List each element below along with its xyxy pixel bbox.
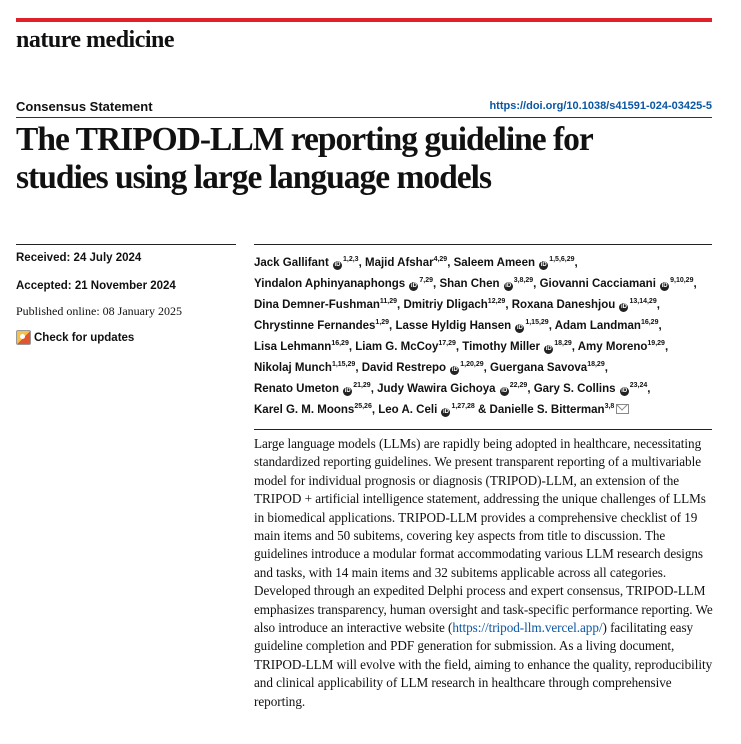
author[interactable] — [578, 341, 668, 353]
author-affiliations[interactable]: 13,14,29 — [629, 298, 657, 305]
author-name[interactable]: Dmitriy Dligach — [403, 299, 488, 311]
author[interactable] — [490, 404, 630, 416]
author-separator: , — [455, 341, 460, 353]
author-name[interactable]: Saleem Ameen — [453, 257, 536, 269]
meta-divider-right — [254, 244, 712, 245]
author-name[interactable]: Chrystinne Fernandes — [254, 320, 376, 332]
author-separator: , — [370, 383, 374, 395]
author[interactable] — [512, 299, 660, 311]
author[interactable] — [555, 320, 662, 332]
orcid-icon[interactable]: iD — [451, 367, 458, 373]
author-name[interactable]: Lisa Lehmann — [254, 341, 332, 353]
author-name[interactable]: Lasse Hyldig Hansen — [395, 320, 512, 332]
orcid-icon[interactable]: iD — [621, 388, 628, 394]
author-separator: , — [483, 362, 487, 374]
author[interactable] — [254, 341, 352, 353]
author-affiliations[interactable]: 4,29 — [433, 256, 448, 263]
author-separator: , — [604, 362, 608, 374]
author-name[interactable]: Leo A. Celi — [378, 404, 438, 416]
author-separator: , — [574, 257, 578, 269]
meta-divider-left — [16, 244, 236, 245]
author[interactable] — [534, 383, 651, 395]
author-name[interactable]: Karel G. M. Moons — [254, 404, 355, 416]
orcid-icon[interactable]: iD — [410, 283, 417, 289]
check-for-updates-label: Check for updates — [34, 331, 135, 344]
journal-name[interactable]: nature medicine — [16, 27, 175, 53]
abstract-divider — [254, 429, 712, 430]
author-affiliations[interactable]: 1,2,3 — [343, 256, 359, 263]
author-affiliations[interactable]: 22,29 — [509, 382, 528, 389]
author-separator: , — [656, 299, 660, 311]
author-separator: , — [505, 299, 509, 311]
orcid-icon[interactable]: iD — [516, 325, 523, 331]
accepted-date — [16, 280, 176, 292]
author-list — [254, 251, 724, 419]
author-name[interactable]: Renato Umeton — [254, 383, 339, 395]
header-divider — [16, 117, 712, 118]
author[interactable] — [254, 320, 392, 332]
author[interactable] — [439, 278, 536, 290]
author-affiliations[interactable]: 9,10,29 — [670, 277, 694, 284]
abstract — [254, 435, 714, 711]
author[interactable] — [254, 257, 362, 269]
author-separator: , — [571, 341, 575, 353]
author-name[interactable]: Guergana Savova — [490, 362, 588, 374]
author-separator: , — [348, 341, 353, 353]
author-affiliations[interactable]: 16,29 — [640, 319, 659, 326]
author-name[interactable]: Timothy Miller — [462, 341, 541, 353]
author-affiliations[interactable]: 1,5,6,29 — [549, 256, 575, 263]
orcid-icon[interactable]: iD — [344, 388, 351, 394]
author-separator: & — [474, 404, 487, 416]
author[interactable] — [254, 278, 436, 290]
orcid-icon[interactable]: iD — [620, 304, 627, 310]
author-name[interactable]: Dina Demner-Fushman — [254, 299, 380, 311]
author-separator: , — [658, 320, 662, 332]
author-affiliations[interactable]: 1,15,29 — [525, 319, 549, 326]
author[interactable] — [462, 341, 575, 353]
author-separator: , — [447, 257, 451, 269]
author-separator: , — [371, 404, 376, 416]
author[interactable] — [254, 299, 400, 311]
author-name[interactable]: Roxana Daneshjou — [511, 299, 616, 311]
author[interactable] — [378, 404, 486, 416]
author-separator: , — [693, 278, 697, 290]
author-name[interactable]: David Restrepo — [361, 362, 447, 374]
website-link[interactable]: https://tripod-llm.vercel.app/ — [452, 620, 603, 636]
author-name[interactable]: Shan Chen — [439, 278, 500, 290]
title-line-1: The TRIPOD-LLM reporting guideline for — [16, 121, 593, 158]
author-affiliations[interactable]: 18,29 — [554, 340, 572, 347]
author-separator: , — [389, 320, 393, 332]
journal-color-bar — [16, 18, 712, 22]
author-affiliations[interactable]: 1,29 — [375, 319, 390, 326]
author-separator: , — [358, 257, 362, 269]
author-separator: , — [397, 299, 401, 311]
author-name[interactable]: Amy Moreno — [577, 341, 648, 353]
received-value: 24 July 2024 — [73, 252, 142, 264]
orcid-icon[interactable]: iD — [545, 346, 552, 352]
author-separator: , — [355, 362, 359, 374]
orcid-icon[interactable]: iD — [501, 388, 508, 394]
author-affiliations[interactable]: 12,29 — [487, 298, 506, 305]
author[interactable] — [377, 383, 530, 395]
author-separator: , — [433, 278, 437, 290]
author-affiliations[interactable]: 1,27,28 — [451, 403, 475, 410]
orcid-icon[interactable]: iD — [540, 262, 547, 268]
author[interactable] — [254, 404, 375, 416]
author[interactable] — [355, 341, 459, 353]
received-label: Received: — [16, 252, 71, 264]
author-name[interactable]: Liam G. McCoy — [355, 341, 439, 353]
article-title — [16, 121, 716, 197]
orcid-icon[interactable]: iD — [442, 409, 449, 415]
author[interactable] — [362, 362, 487, 374]
author-affiliations[interactable]: 17,29 — [438, 340, 456, 347]
author-name[interactable]: Yindalon Aphinyanaphongs — [254, 278, 406, 290]
check-for-updates-button[interactable] — [16, 330, 134, 345]
author-affiliations[interactable]: 16,29 — [331, 340, 349, 347]
author-affiliations[interactable]: 3,8 — [604, 403, 615, 410]
author-name[interactable]: Judy Wawira Gichoya — [377, 383, 496, 395]
author[interactable] — [254, 362, 359, 374]
author-separator: , — [533, 278, 537, 290]
accepted-value: 21 November 2024 — [74, 280, 176, 292]
doi-link[interactable]: https://doi.org/10.1038/s41591-024-03425-5 — [489, 100, 712, 112]
author[interactable] — [254, 383, 374, 395]
received-date — [16, 252, 141, 264]
author-affiliations[interactable]: 25,26 — [354, 403, 372, 410]
author[interactable] — [540, 278, 697, 290]
check-for-updates-icon — [16, 330, 31, 345]
abstract-text-2: ) facilitating easy guideline completion and PDF generation for submission. As a living document, TRIPOD-LLM will evolve with the field, aiming to enhance the quality, reproducibility and clinical applicability of LLM research in healthcare through comprehensive reporting. — [254, 620, 713, 709]
author[interactable] — [490, 362, 608, 374]
abstract-text-1: Large language models (LLMs) are rapidly being adopted in healthcare, necessitating standardized reporting guidelines. We present transparent reporting of a multivariable model for individual prognosis or diagnosis (TRIPOD)-LLM, an extension of the TRIPOD + artificial intelligence statement, addressing the unique challenges of LLMs in biomedical applications. TRIPOD-LLM provides a comprehensive checklist of 19 main items and 50 subitems, covering key aspects from title to discussion. The guidelines introduce a modular format accommodating various LLM research designs and tasks, with 14 main items and 32 subitems applicable across all categories. Developed through an expedited Delphi process and expert consensus, TRIPOD-LLM emphasizes transparency, human oversight and task-specific performance reporting. We also introduce an interactive website ( — [254, 436, 713, 636]
author-affiliations[interactable]: 19,29 — [647, 340, 665, 347]
orcid-icon[interactable]: iD — [505, 283, 512, 289]
author-name[interactable]: Adam Landman — [554, 320, 641, 332]
article-type: Consensus Statement — [16, 99, 153, 114]
author-affiliations[interactable]: 3,8,29 — [513, 277, 534, 284]
author-affiliations[interactable]: 1,20,29 — [460, 361, 484, 368]
author-name[interactable]: Giovanni Cacciamani — [539, 278, 656, 290]
accepted-label: Accepted: — [16, 280, 72, 292]
author-affiliations[interactable]: 23,24 — [629, 382, 648, 389]
author[interactable] — [365, 257, 450, 269]
author-affiliations[interactable]: 1,15,29 — [331, 361, 356, 368]
email-icon[interactable] — [616, 404, 629, 414]
published-date: Published online: 08 January 2025 — [16, 304, 182, 318]
author-separator: , — [647, 383, 651, 395]
author-name[interactable]: Jack Gallifant — [254, 257, 329, 269]
author-separator: , — [527, 383, 531, 395]
title-line-2: studies using large language models — [16, 159, 492, 196]
author-affiliations[interactable]: 18,29 — [587, 361, 605, 368]
orcid-icon[interactable]: iD — [661, 283, 668, 289]
author[interactable] — [395, 320, 551, 332]
author[interactable] — [454, 257, 578, 269]
author-name[interactable]: Gary S. Collins — [533, 383, 616, 395]
author-name[interactable]: Nikolaj Munch — [254, 362, 332, 374]
author-affiliations[interactable]: 7,29 — [419, 277, 434, 284]
author-affiliations[interactable]: 11,29 — [379, 298, 398, 305]
author-affiliations[interactable]: 21,29 — [353, 382, 371, 389]
author-separator: , — [664, 341, 669, 353]
author-name[interactable]: Majid Afshar — [364, 257, 434, 269]
author-name[interactable]: Danielle S. Bitterman — [489, 404, 605, 416]
author-separator: , — [548, 320, 552, 332]
author[interactable] — [403, 299, 508, 311]
orcid-icon[interactable]: iD — [334, 262, 341, 268]
